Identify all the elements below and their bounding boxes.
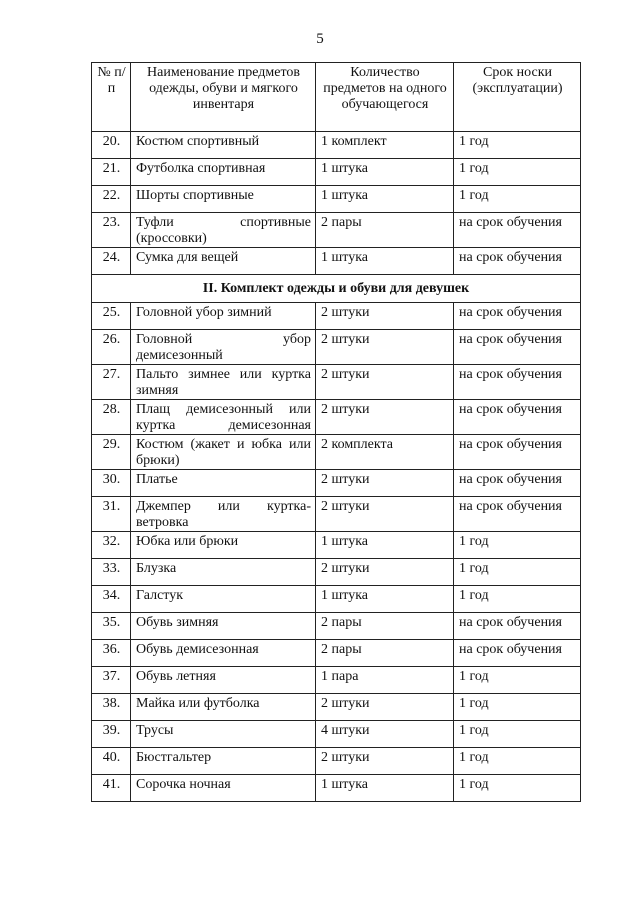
table-row [92,400,581,435]
table-row [92,248,581,275]
table-body-top [92,132,581,275]
table-row [92,470,581,497]
item-quantity: 2 пары [316,613,454,640]
item-quantity: 2 штуки [316,748,454,775]
table-row [92,532,581,559]
item-name: Головной убор зимний [131,303,316,330]
row-number: 37. [92,667,131,694]
wear-period: 1 год [454,748,581,775]
row-number: 21. [92,159,131,186]
wear-period: на срок обучения [454,400,581,435]
table-row [92,435,581,470]
table-row [92,748,581,775]
item-name: Обувь демисезонная [131,640,316,667]
clothing-norms-table [91,62,581,802]
table-row [92,586,581,613]
item-quantity: 2 штуки [316,400,454,435]
item-name: Платье [131,470,316,497]
item-quantity: 2 штуки [316,330,454,365]
item-name: Джемпер или куртка-ветровка [131,497,316,532]
wear-period: 1 год [454,559,581,586]
wear-period: 1 год [454,186,581,213]
wear-period: 1 год [454,775,581,802]
table-section [92,275,581,303]
table-row [92,640,581,667]
item-quantity: 1 пара [316,667,454,694]
row-number: 35. [92,613,131,640]
row-number: 40. [92,748,131,775]
item-name: Плащ демисезонный или куртка демисезонная [131,400,316,435]
item-quantity: 2 штуки [316,694,454,721]
item-quantity: 1 штука [316,159,454,186]
wear-period: 1 год [454,159,581,186]
row-number: 28. [92,400,131,435]
item-quantity: 2 штуки [316,497,454,532]
item-name: Шорты спортивные [131,186,316,213]
table-row [92,775,581,802]
row-number: 36. [92,640,131,667]
row-number: 39. [92,721,131,748]
item-quantity: 1 штука [316,532,454,559]
table-row [92,667,581,694]
wear-period: на срок обучения [454,303,581,330]
row-number: 25. [92,303,131,330]
item-quantity: 2 пары [316,640,454,667]
wear-period: 1 год [454,667,581,694]
header-wear-period: Срок носки (эксплуатации) [454,63,581,132]
row-number: 32. [92,532,131,559]
header-item-name: Наименование предметов одежды, обуви и мягкого инвентаря [131,63,316,132]
item-name: Головной убор демисезонный [131,330,316,365]
table-row [92,365,581,400]
wear-period: 1 год [454,532,581,559]
item-name: Обувь летняя [131,667,316,694]
item-quantity: 2 комплекта [316,435,454,470]
row-number: 33. [92,559,131,586]
table-row [92,132,581,159]
header-quantity: Количество предметов на одного обучающегося [316,63,454,132]
wear-period: 1 год [454,132,581,159]
item-name: Костюм (жакет и юбка или брюки) [131,435,316,470]
item-name: Туфли спортивные (кроссовки) [131,213,316,248]
table-row [92,721,581,748]
item-name: Обувь зимняя [131,613,316,640]
item-name: Сорочка ночная [131,775,316,802]
item-quantity: 1 штука [316,186,454,213]
wear-period: 1 год [454,694,581,721]
header-number: № п/п [92,63,131,132]
item-name: Блузка [131,559,316,586]
wear-period: 1 год [454,721,581,748]
item-name: Футболка спортивная [131,159,316,186]
row-number: 27. [92,365,131,400]
item-quantity: 2 штуки [316,365,454,400]
table-row [92,330,581,365]
row-number: 22. [92,186,131,213]
wear-period: на срок обучения [454,640,581,667]
table-row [92,186,581,213]
wear-period: на срок обучения [454,435,581,470]
wear-period: 1 год [454,586,581,613]
item-quantity: 4 штуки [316,721,454,748]
item-name: Бюстгальтер [131,748,316,775]
table-header [92,63,581,132]
table-row [92,213,581,248]
table-row [92,559,581,586]
row-number: 38. [92,694,131,721]
item-name: Сумка для вещей [131,248,316,275]
table-body-bottom [92,303,581,802]
item-quantity: 2 штуки [316,303,454,330]
wear-period: на срок обучения [454,470,581,497]
wear-period: на срок обучения [454,330,581,365]
wear-period: на срок обучения [454,213,581,248]
item-quantity: 2 штуки [316,470,454,497]
row-number: 30. [92,470,131,497]
row-number: 20. [92,132,131,159]
item-quantity: 2 штуки [316,559,454,586]
row-number: 29. [92,435,131,470]
row-number: 31. [92,497,131,532]
item-quantity: 1 штука [316,775,454,802]
item-name: Пальто зимнее или куртка зимняя [131,365,316,400]
wear-period: на срок обучения [454,497,581,532]
item-quantity: 2 пары [316,213,454,248]
item-name: Юбка или брюки [131,532,316,559]
table-row [92,694,581,721]
wear-period: на срок обучения [454,248,581,275]
table-row [92,613,581,640]
item-quantity: 1 штука [316,248,454,275]
item-quantity: 1 штука [316,586,454,613]
row-number: 23. [92,213,131,248]
row-number: 41. [92,775,131,802]
page-number: 5 [316,31,324,47]
wear-period: на срок обучения [454,365,581,400]
row-number: 34. [92,586,131,613]
wear-period: на срок обучения [454,613,581,640]
item-quantity: 1 комплект [316,132,454,159]
item-name: Трусы [131,721,316,748]
item-name: Костюм спортивный [131,132,316,159]
item-name: Майка или футболка [131,694,316,721]
table-row [92,303,581,330]
table-row [92,497,581,532]
table-row [92,159,581,186]
row-number: 26. [92,330,131,365]
section-title: II. Комплект одежды и обуви для девушек [92,275,581,303]
item-name: Галстук [131,586,316,613]
row-number: 24. [92,248,131,275]
